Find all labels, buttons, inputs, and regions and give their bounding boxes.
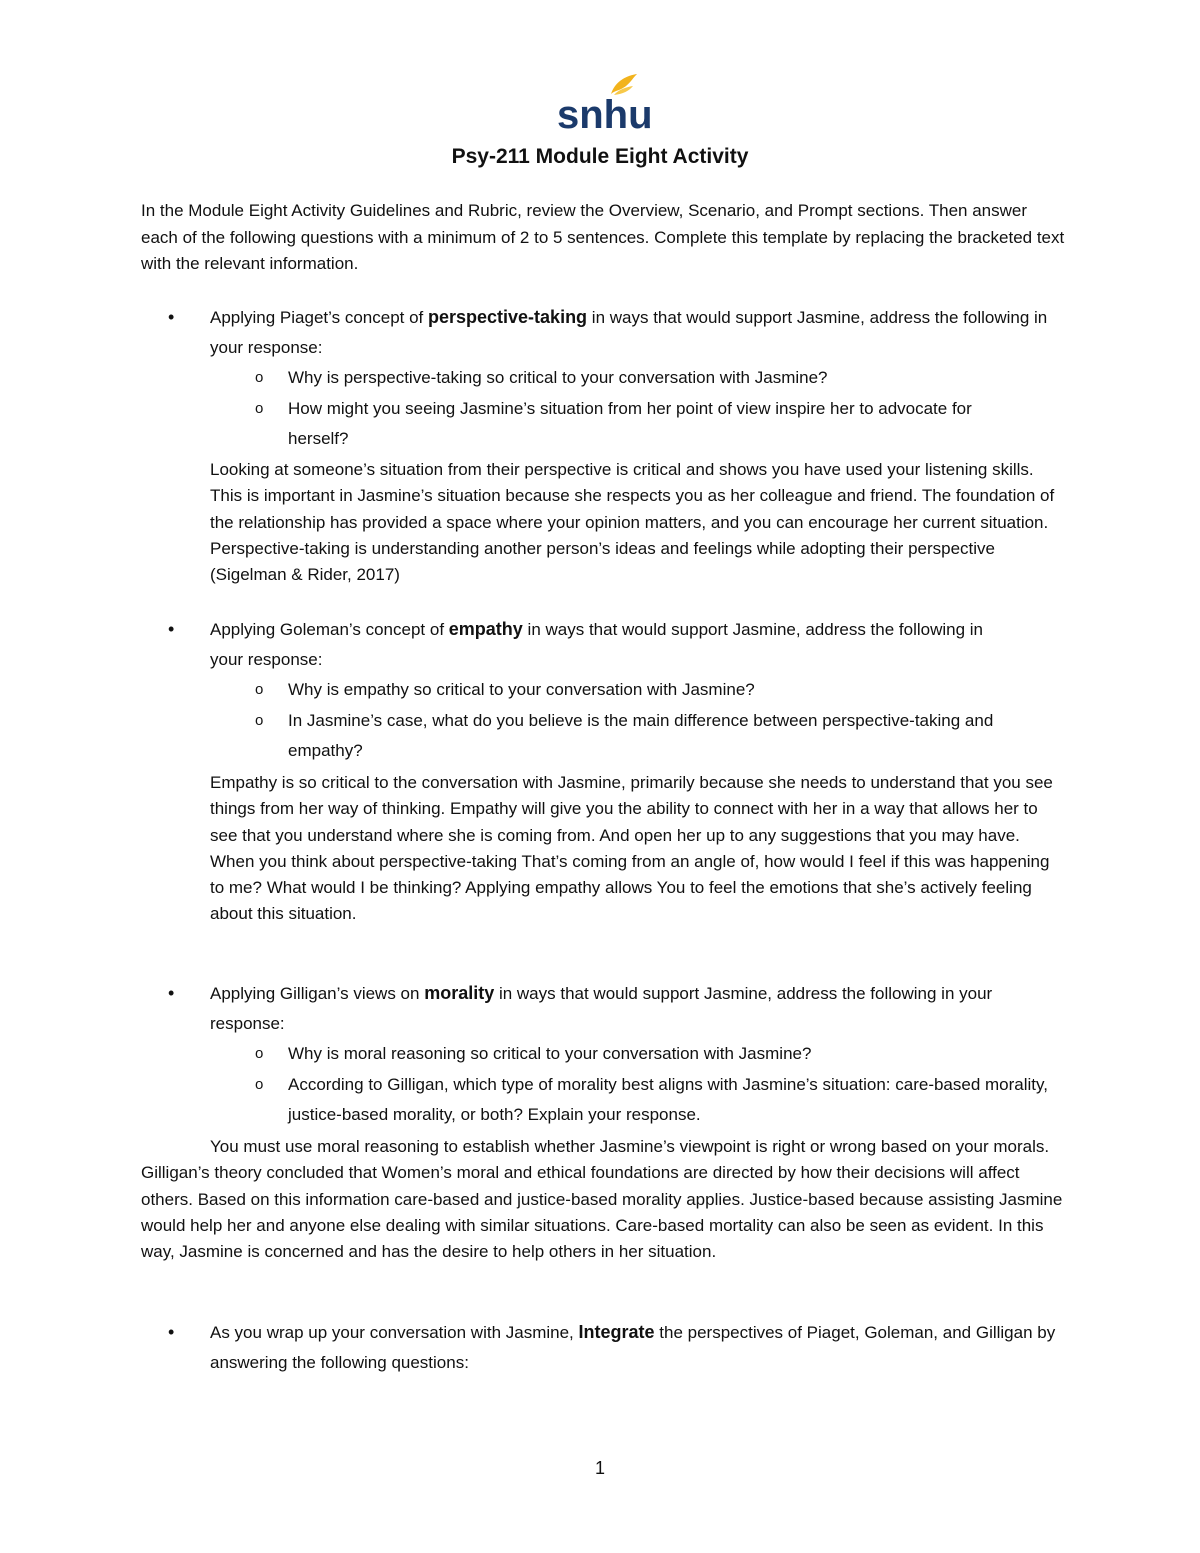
sub-bullet-marker: o <box>255 712 264 729</box>
sub-bullet-marker: o <box>255 369 264 386</box>
bullet-marker: • <box>168 983 175 1003</box>
prompt-term: empathy <box>448 619 523 639</box>
prompt-term: perspective-taking <box>428 307 588 327</box>
question-item: How might you seeing Jasmine’s situation from her point of view inspire her to advocate for herself? <box>288 399 972 449</box>
prompt-text-after: in ways that would support Jasmine, address the following in your response: <box>210 984 993 1034</box>
bullet-marker: • <box>168 1322 175 1342</box>
section-prompt <box>210 978 1060 1040</box>
prompt-term: morality <box>424 983 495 1003</box>
prompt-text-before: As you wrap up your conversation with Jasmine, <box>210 1323 579 1342</box>
section-prompt <box>210 1317 1060 1379</box>
prompt-text-before: Applying Gilligan’s views on <box>210 984 425 1003</box>
sub-bullet-marker: o <box>255 1045 264 1062</box>
sub-bullet-marker: o <box>255 1076 264 1093</box>
question-item: Why is perspective-taking so critical to your conversation with Jasmine? <box>288 368 828 387</box>
logo-wordmark: snhu <box>557 93 653 137</box>
prompt-term: Integrate <box>578 1322 655 1342</box>
prompt-text-after: the perspectives of Piaget, Goleman, and Gilligan by answering the following questions: <box>210 1323 1056 1373</box>
snhu-logo <box>553 72 653 137</box>
question-item: In Jasmine’s case, what do you believe is the main difference between perspective-taking and empathy? <box>288 711 994 761</box>
sub-bullet-marker: o <box>255 681 264 698</box>
bullet-marker: • <box>168 307 175 327</box>
prompt-text-after: in ways that would support Jasmine, address the following in your response: <box>210 620 983 670</box>
prompt-text-before: Applying Goleman’s concept of <box>210 620 449 639</box>
snhu-logo-graphic <box>553 72 653 137</box>
page-title: Psy-211 Module Eight Activity <box>451 145 749 168</box>
intro-paragraph: In the Module Eight Activity Guidelines and Rubric, review the Overview, Scenario, and Prompt sections. Then answer each of the following questions with a minimum of 2 to 5 sentences. Complete this template by replacing the bracketed text with the relevant information. <box>141 201 1065 274</box>
prompt-text-after: in ways that would support Jasmine, address the following in your response: <box>210 308 1048 358</box>
prompt-text-before: Applying Piaget’s concept of <box>210 308 428 327</box>
section-prompt <box>210 302 1060 364</box>
bullet-marker: • <box>168 619 175 639</box>
sub-bullet-marker: o <box>255 400 264 417</box>
answer-paragraph: Looking at someone’s situation from their perspective is critical and shows you have used your listening skills. This is important in Jasmine’s situation because she respects you as her colleague and friend. The foundation of the relationship has provided a space where your opinion matters, and you can encourage her current situation. Perspective-taking is understanding another person’s ideas and feelings while adopting their perspective (Sigelman & Rider, 2017) <box>210 460 1055 585</box>
section-prompt <box>210 614 1010 676</box>
page-number: 1 <box>594 1458 605 1478</box>
answer-paragraph: You must use moral reasoning to establish whether Jasmine’s viewpoint is right or wrong based on your morals. Gilligan’s theory concluded that Women’s moral and ethical foundations are directed by how their decisions will affect others. Based on this information care-based and justice-based morality applies. Justice-based because assisting Jasmine would help her and anyone else dealing with similar situations. Care-based mortality can also be seen as evident. In this way, Jasmine is concerned and has the desire to help others in her situation. <box>141 1137 1063 1262</box>
question-item: Why is empathy so critical to your conversation with Jasmine? <box>288 680 755 699</box>
answer-paragraph: Empathy is so critical to the conversation with Jasmine, primarily because she needs to understand that you see things from her way of thinking. Empathy will give you the ability to connect with her in a way that allows her to see that you understand where she is coming from. And open her up to any suggestions that you may have. When you think about perspective-taking That’s coming from an angle of, how would I feel if this was happening to me? What would I be thinking? Applying empathy allows You to feel the emotions that she’s actively feeling about this situation. <box>210 773 1053 924</box>
question-item: According to Gilligan, which type of morality best aligns with Jasmine’s situation: care-based morality, justice-based morality, or both? Explain your response. <box>288 1075 1048 1125</box>
question-item: Why is moral reasoning so critical to your conversation with Jasmine? <box>288 1044 812 1063</box>
